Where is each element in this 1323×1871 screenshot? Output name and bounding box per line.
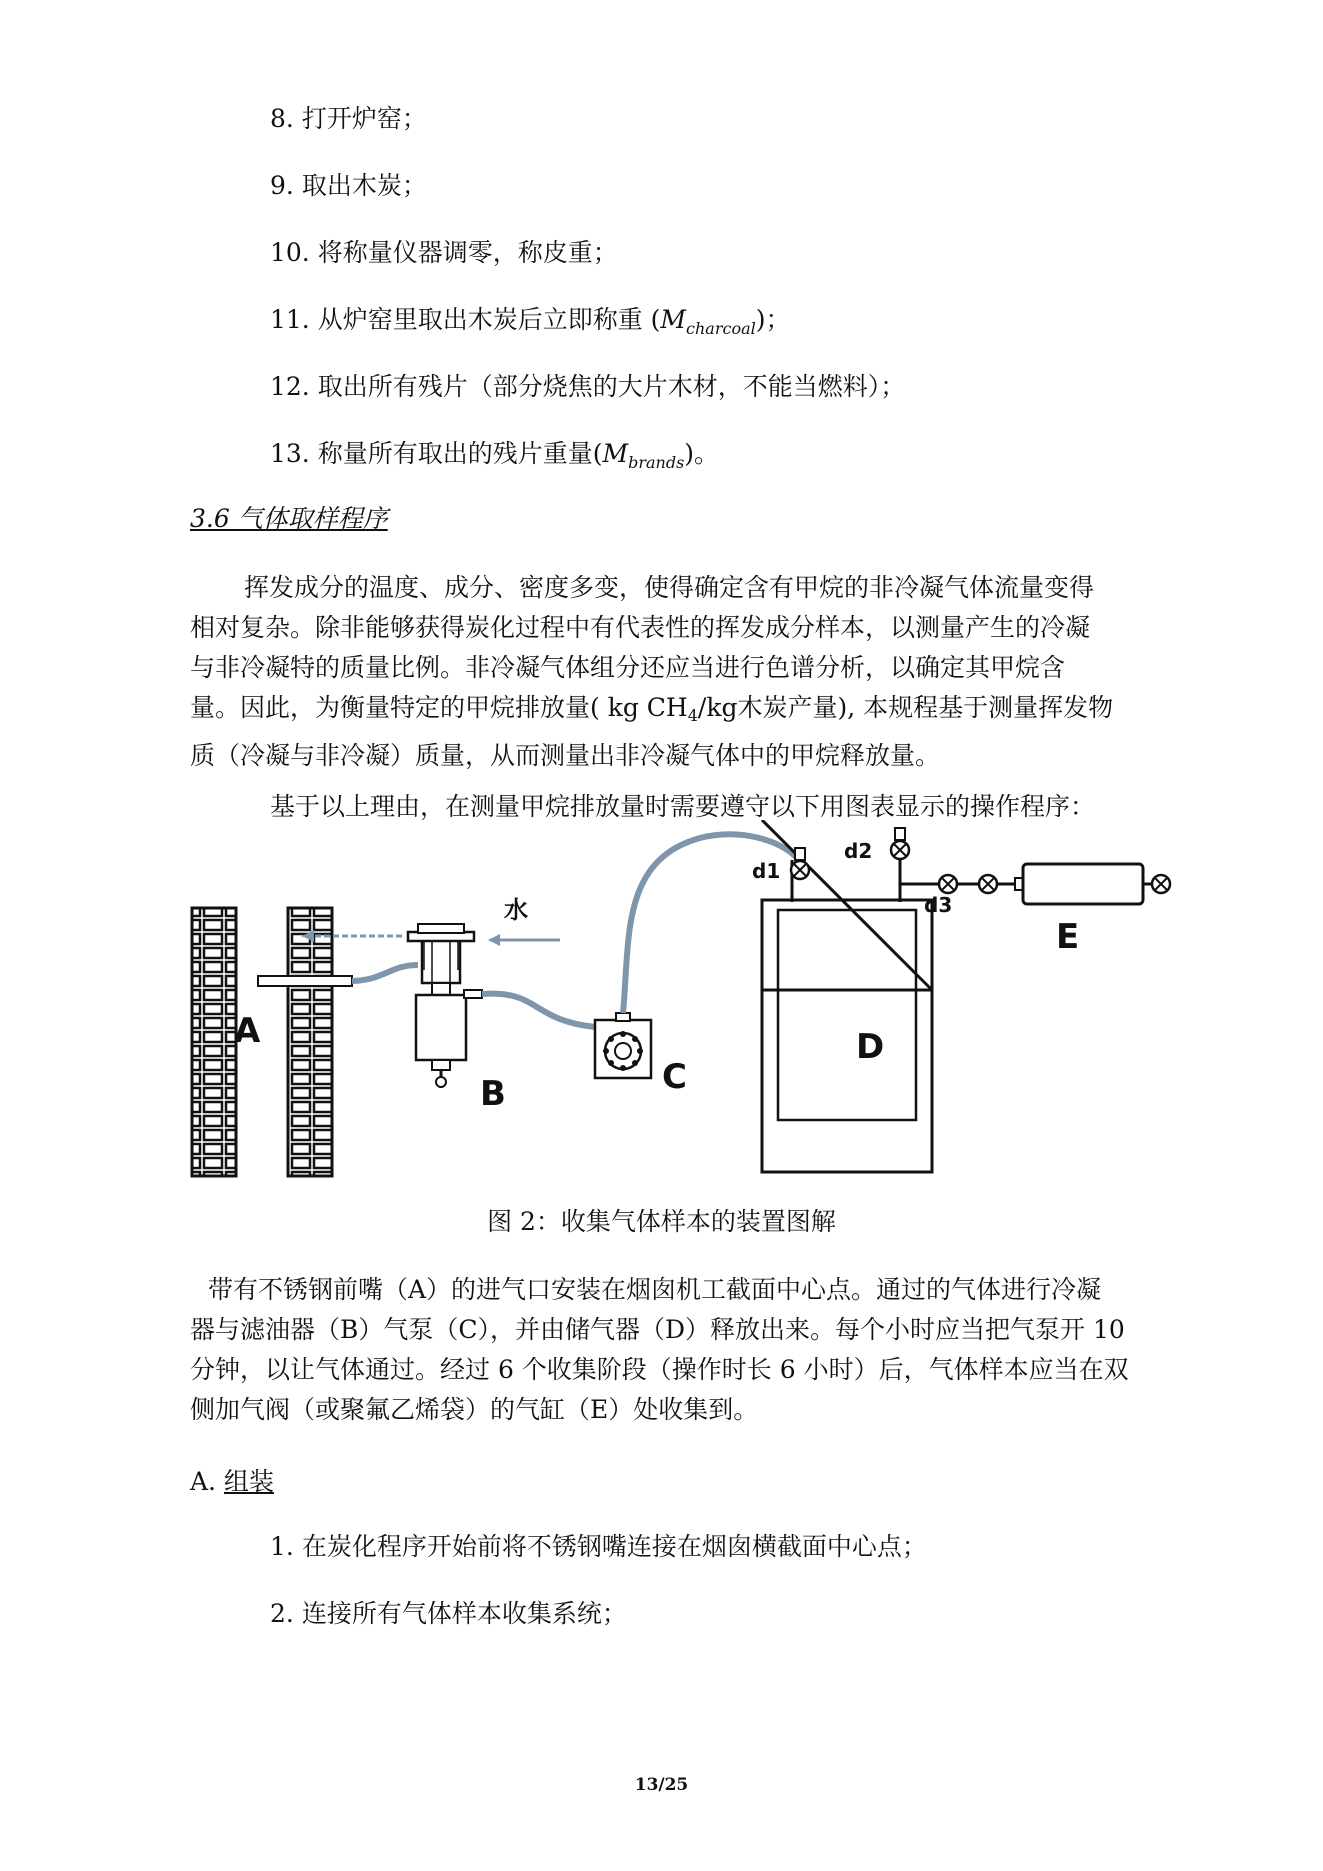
mass-subscript: charcoal [686,319,756,338]
paragraph-1 [190,568,1170,776]
valve-d2-icon [891,828,909,859]
step-9 [270,169,427,203]
paragraph-2: 基于以上理由，在测量甲烷排放量时需要遵守以下用图表显示的操作程序： [270,792,1096,821]
paragraph-line: 分钟，以让气体通过。经过 6 个收集阶段（操作时长 6 小时）后，气体样本应当在双 [190,1355,1129,1384]
paragraph-line-end: /kg木炭产量), 本规程基于测量挥发物 [697,693,1114,722]
step-number: 2. [270,1599,294,1628]
label-d3: d3 [924,893,953,917]
step-number: 1. [270,1532,294,1561]
paragraph-line: 器与滤油器（B）气泵（C），并由储气器（D）释放出来。每个小时应当把气泵开 10 [190,1315,1125,1344]
step-text: 打开炉窑； [301,104,427,133]
step-text-end: )。 [684,439,720,468]
paragraph-line: 侧加气阀（或聚氟乙烯袋）的气缸（E）处收集到。 [190,1395,759,1424]
gas-pump [595,1013,651,1078]
mass-variable: M [660,305,687,334]
step-10 [270,236,618,270]
step-12 [270,370,905,404]
step-number: 13. [270,439,310,468]
chimney-wall [192,908,332,1176]
step-text: 称量所有取出的残片重量( [317,439,603,468]
gas-sampling-apparatus-figure [180,820,1180,1190]
step-number: 9. [270,171,294,200]
step-text: 取出木炭； [301,171,427,200]
tube-nozzle-condenser [352,965,418,981]
step-text: 取出所有残片（部分烧焦的大片木材，不能当燃料）； [317,372,906,401]
label-B: B [480,1074,506,1114]
label-A: A [234,1011,261,1051]
step-text: 将称量仪器调零，称皮重； [317,238,618,267]
paragraph-line: 挥发成分的温度、成分、密度多变，使得确定含有甲烷的非冷凝气体流量变得 [244,573,1095,602]
label-D: D [856,1027,885,1067]
paragraph-line: 质（冷凝与非冷凝）质量，从而测量出非冷凝气体中的甲烷释放量。 [190,741,941,770]
step-11 [270,303,791,346]
paragraph-line: 与非冷凝特的质量比例。非冷凝气体组分还应当进行色谱分析，以确定其甲烷含 [190,653,1066,682]
step-number: 8. [270,104,294,133]
label-water: 水 [504,896,528,924]
stainless-nozzle [258,976,352,986]
mass-subscript: brands [628,453,685,472]
step-8 [270,102,427,136]
label-E: E [1056,917,1080,957]
formula-subscript: 4 [687,706,698,725]
paragraph-line: 相对复杂。除非能够获得炭化过程中有代表性的挥发成分样本，以测量产生的冷凝 [190,613,1091,642]
assembly-title: 组装 [223,1467,274,1496]
assembly-step-1 [270,1530,927,1564]
sample-cylinder [1015,864,1170,904]
label-C: C [662,1057,687,1097]
section-heading: 3.6 气体取样程序 [190,504,388,533]
paragraph-line: 量。因此，为衡量特定的甲烷排放量( kg CH [190,693,688,722]
label-d1: d1 [752,859,781,883]
step-number: 11. [270,305,310,334]
page-number: 13/25 [634,1775,689,1795]
assembly-prefix: A. [190,1467,217,1496]
assembly-step-2 [270,1597,627,1631]
gas-reservoir [762,820,932,1172]
step-number: 10. [270,238,310,267]
step-13 [270,437,719,480]
step-number: 12. [270,372,310,401]
figure-caption: 图 2：收集气体样本的装置图解 [487,1207,836,1236]
label-d2: d2 [844,839,873,863]
condenser-filter [408,924,482,1088]
step-text: 从炉窑里取出木炭后立即称重 ( [317,305,661,334]
step-text-end: )； [755,305,791,334]
paragraph-3 [190,1270,1170,1430]
mass-variable: M [602,439,629,468]
paragraph-line: 带有不锈钢前嘴（A）的进气口安装在烟囱机工截面中心点。通过的气体进行冷凝 [208,1275,1102,1304]
water-in-arrowhead-icon [488,934,500,946]
step-text: 在炭化程序开始前将不锈钢嘴连接在烟囱横截面中心点； [301,1532,927,1561]
tube-condenser-pump [482,994,595,1027]
step-text: 连接所有气体样本收集系统； [301,1599,627,1628]
assembly-heading [190,1465,274,1499]
